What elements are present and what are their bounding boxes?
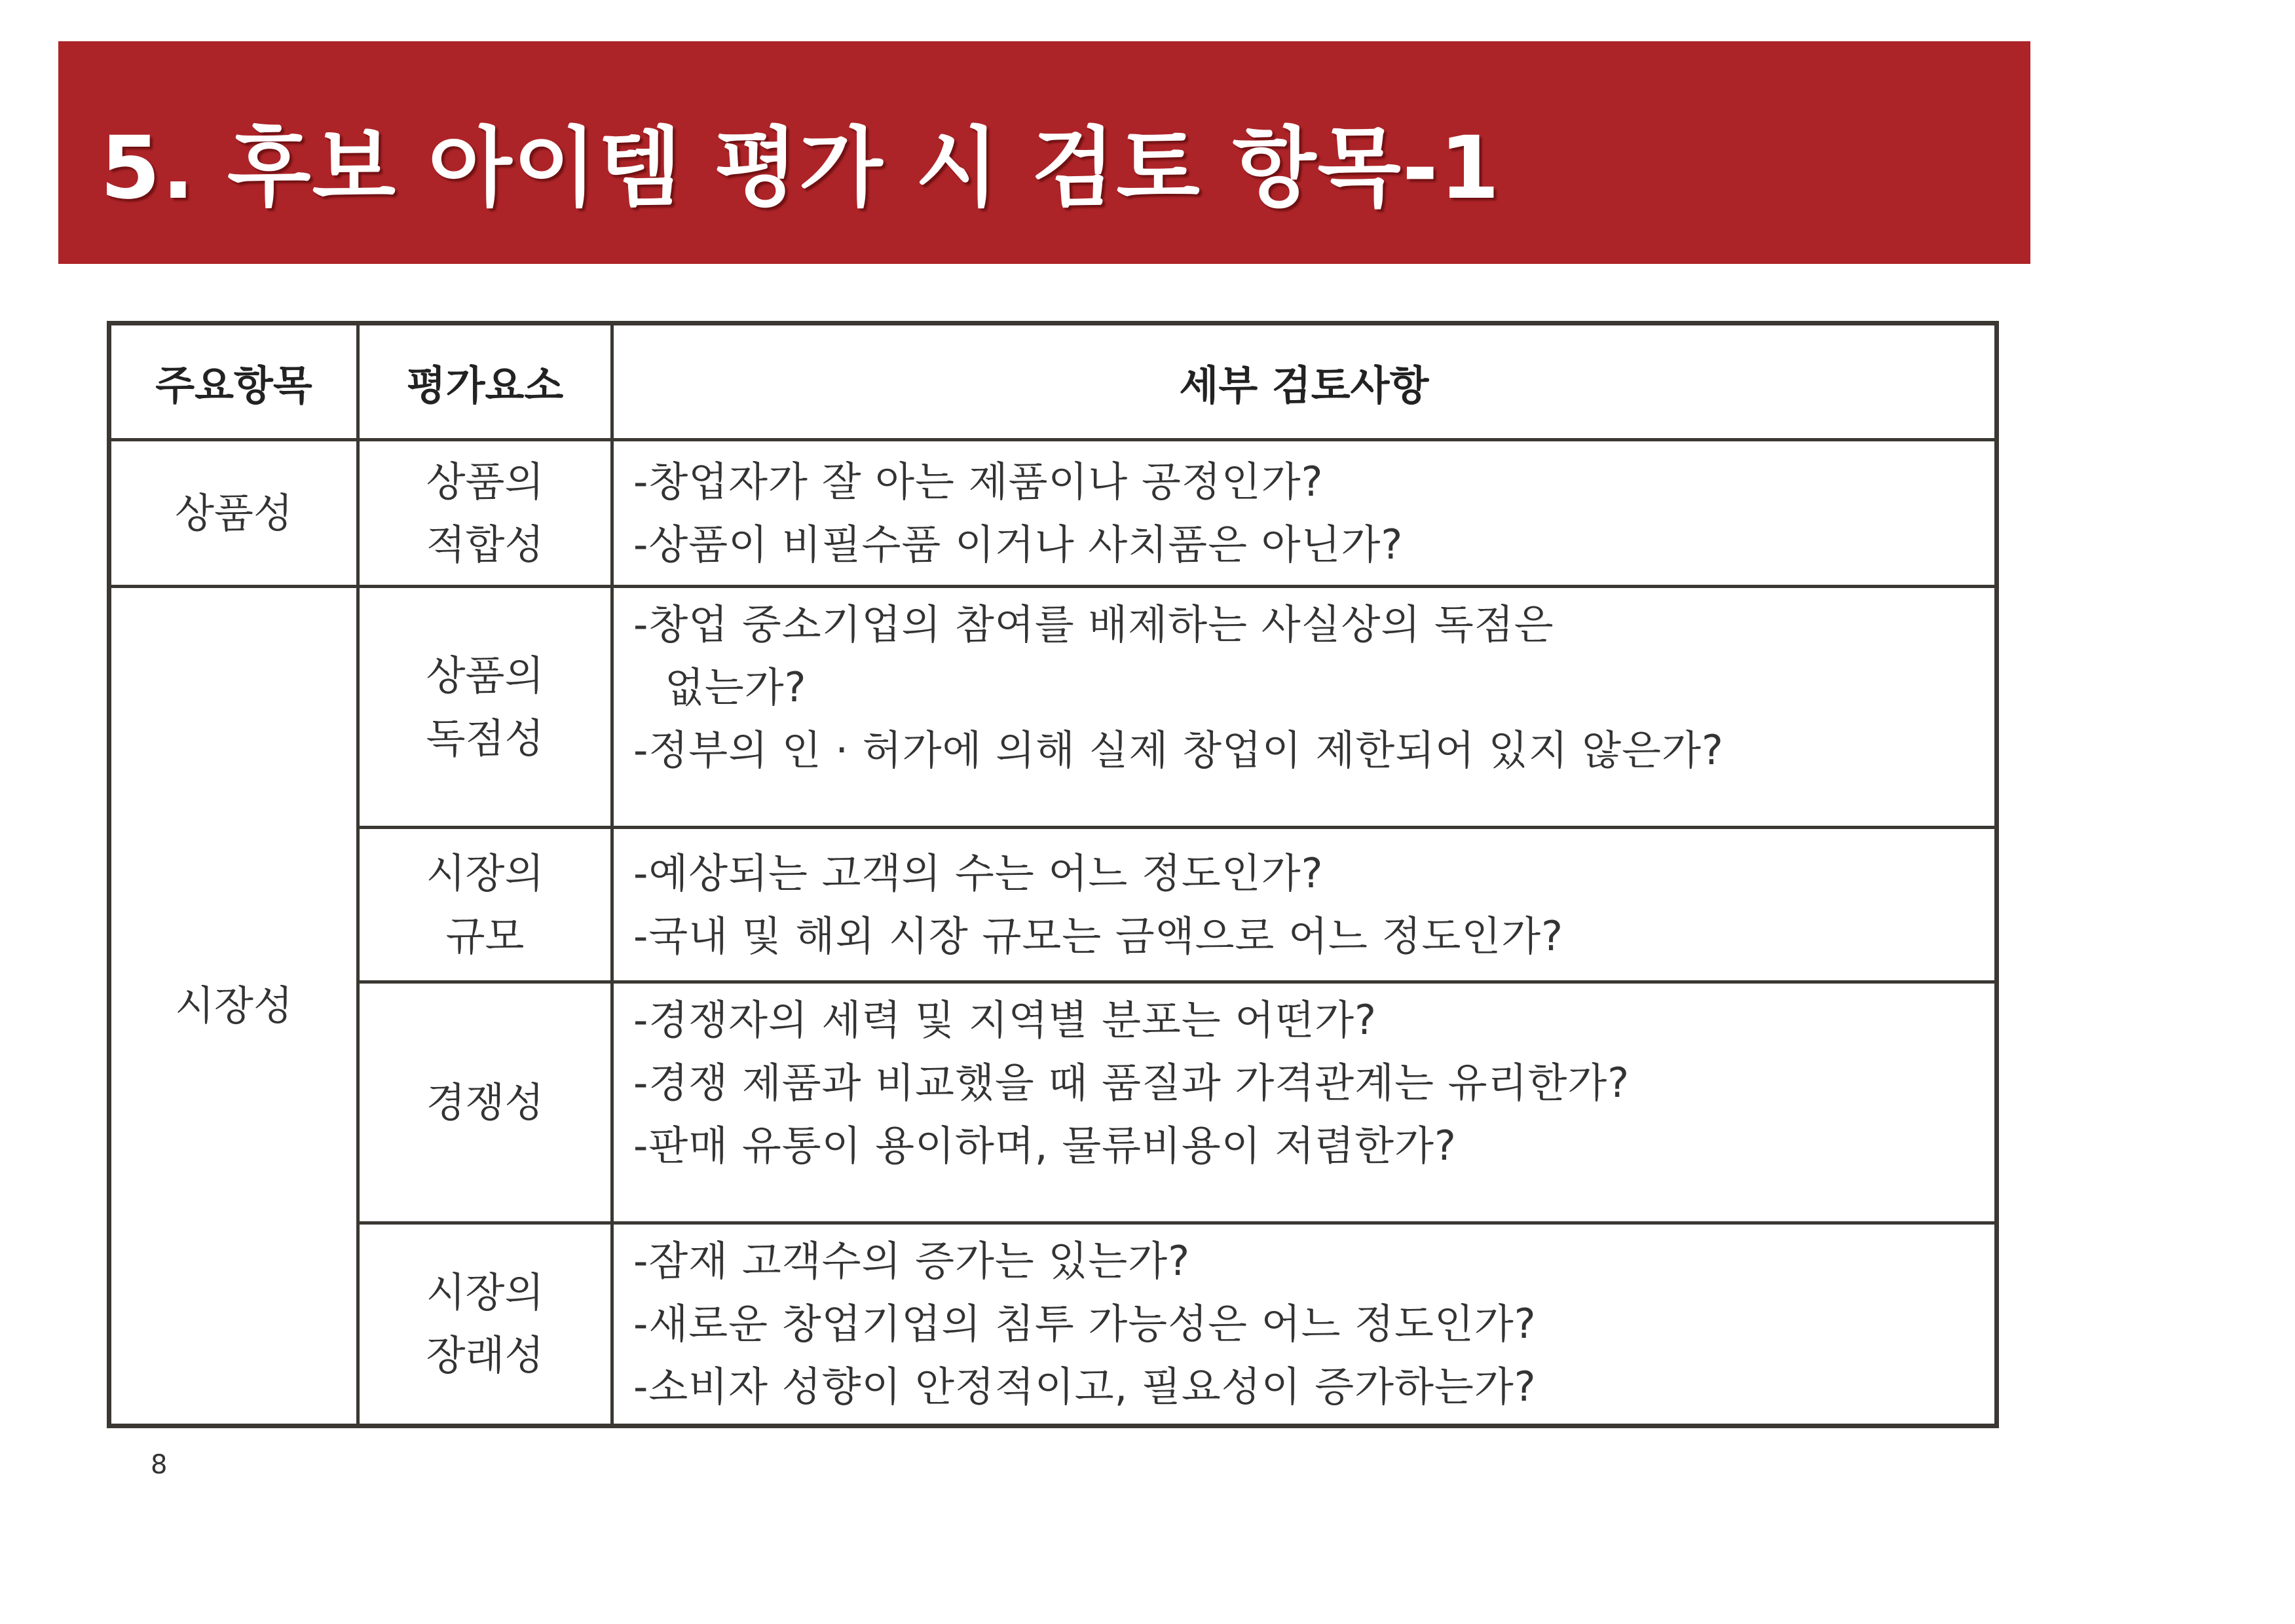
- page-number: 8: [151, 1450, 168, 1480]
- detail-line: -경쟁자의 세력 및 지역별 분포는 어떤가?: [633, 996, 1377, 1044]
- element-cell: [358, 1223, 612, 1426]
- element-label-line: 상품의: [426, 651, 544, 699]
- page-title: 5. 후보 아이템 평가 시 검토 항목-1: [100, 118, 1501, 219]
- category-label: 시장성: [175, 982, 293, 1029]
- element-label-line: 경쟁성: [426, 1078, 544, 1126]
- details-cell: [612, 828, 1997, 982]
- details-cell: [612, 982, 1997, 1223]
- header-main-item: 주요항목: [109, 323, 358, 440]
- details-cell: [612, 440, 1997, 587]
- detail-line: 없는가?: [665, 663, 807, 711]
- title-bar: [58, 41, 2030, 264]
- category-label: 상품성: [175, 489, 293, 537]
- details-cell: [612, 587, 1997, 828]
- element-label-line: 규모: [445, 912, 525, 960]
- table-row: [109, 587, 1997, 828]
- detail-line: -판매 유통이 용이하며, 물류비용이 저렴한가?: [633, 1122, 1457, 1170]
- details-cell: [612, 1223, 1997, 1426]
- element-cell: [358, 440, 612, 587]
- detail-line: -소비자 성향이 안정적이고, 필요성이 증가하는가?: [633, 1363, 1537, 1411]
- detail-line: -예상되는 고객의 수는 어느 정도인가?: [633, 849, 1324, 897]
- element-label-line: 적합성: [426, 520, 544, 568]
- table-header-row: [109, 323, 1997, 440]
- detail-line: -창업 중소기업의 참여를 배제하는 사실상의 독점은: [633, 600, 1554, 648]
- detail-line: -새로운 창업기업의 침투 가능성은 어느 정도인가?: [633, 1300, 1537, 1348]
- detail-line: -국내 및 해외 시장 규모는 금액으로 어느 정도인가?: [633, 912, 1564, 960]
- detail-line: -창업자가 잘 아는 제품이나 공정인가?: [633, 457, 1324, 506]
- element-cell: [358, 587, 612, 828]
- table-row: [109, 982, 1997, 1223]
- table-row: [109, 828, 1997, 982]
- element-label-line: 장래성: [426, 1331, 544, 1379]
- element-label-line: 시장의: [426, 849, 544, 897]
- element-label-line: 상품의: [426, 457, 544, 506]
- header-evaluation-element: 평가요소: [358, 323, 612, 440]
- detail-line: -정부의 인 · 허가에 의해 실제 창업이 제한되어 있지 않은가?: [633, 726, 1724, 774]
- category-cell-market: [109, 587, 358, 1426]
- element-label-line: 시장의: [426, 1268, 544, 1316]
- detail-line: -경쟁 제품과 비교했을 때 품질과 가격관계는 유리한가?: [633, 1059, 1630, 1107]
- review-table: [107, 321, 1999, 1428]
- header-detailed-review: 세부 검토사항: [612, 323, 1997, 440]
- table-row: [109, 440, 1997, 587]
- detail-line: -상품이 비필수품 이거나 사치품은 아닌가?: [633, 520, 1404, 568]
- table-row: [109, 1223, 1997, 1426]
- category-cell-product: [109, 440, 358, 587]
- element-label-line: 독점성: [426, 714, 544, 762]
- element-cell: [358, 982, 612, 1223]
- element-cell: [358, 828, 612, 982]
- detail-line: -잠재 고객수의 증가는 있는가?: [633, 1237, 1191, 1285]
